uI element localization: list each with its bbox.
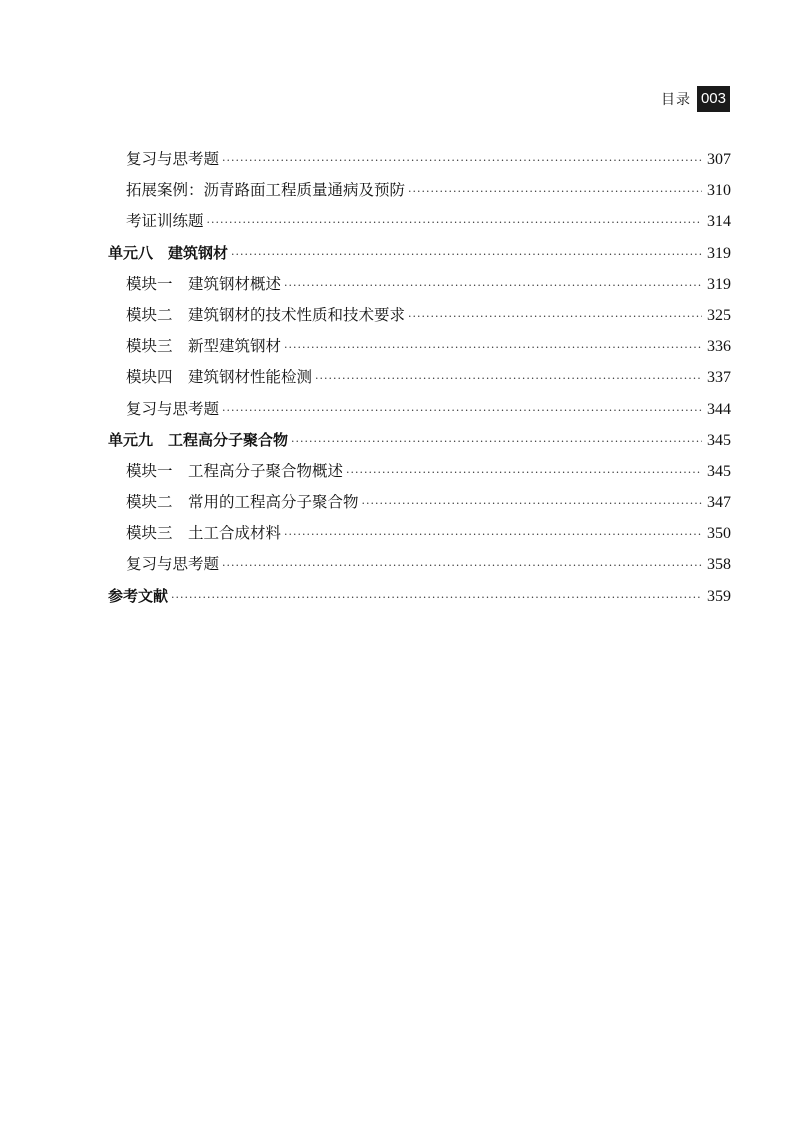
toc-entry-page: 350 (707, 525, 731, 543)
toc-entry-page: 345 (707, 462, 731, 480)
toc-entry[interactable] (108, 175, 731, 206)
toc-leader-dots (291, 426, 702, 457)
toc-entry-label: 模块二 常用的工程高分子聚合物 (126, 493, 359, 512)
toc-leader-dots (207, 207, 702, 238)
toc-entry[interactable] (108, 549, 731, 580)
toc-leader-dots (231, 239, 702, 270)
header-title: 目录 (660, 92, 691, 108)
toc-leader-dots (222, 550, 702, 581)
toc-leader-dots (284, 519, 702, 550)
toc-entry-page: 336 (707, 338, 731, 356)
toc-entry-label: 复习与思考题 (126, 555, 220, 574)
toc-entry-page: 344 (707, 400, 731, 418)
toc-entry-page: 319 (707, 275, 731, 293)
toc-entry-page: 358 (707, 556, 731, 574)
table-of-contents (108, 144, 731, 612)
toc-entry[interactable] (108, 269, 731, 300)
toc-entry[interactable] (108, 144, 731, 175)
toc-entry-label: 模块三 土工合成材料 (126, 524, 282, 543)
toc-entry-page: 310 (707, 182, 731, 200)
toc-references-entry[interactable] (108, 581, 731, 612)
toc-entry[interactable] (108, 331, 731, 362)
toc-entry[interactable] (108, 518, 731, 549)
toc-unit-entry[interactable] (108, 238, 731, 269)
toc-entry[interactable] (108, 300, 731, 331)
toc-entry-page: 359 (707, 587, 731, 605)
toc-leader-dots (315, 363, 702, 394)
toc-entry[interactable] (108, 487, 731, 518)
toc-entry-page: 345 (707, 431, 731, 449)
toc-entry-label: 复习与思考题 (126, 399, 220, 418)
toc-entry-label: 单元八 建筑钢材 (108, 243, 229, 262)
toc-leader-dots (346, 457, 702, 488)
toc-entry-label: 模块四 建筑钢材性能检测 (126, 368, 313, 387)
toc-entry-label: 单元九 工程高分子聚合物 (108, 430, 289, 449)
toc-leader-dots (408, 176, 702, 207)
toc-entry-page: 307 (707, 151, 731, 168)
toc-entry-label: 模块三 新型建筑钢材 (126, 337, 282, 356)
toc-entry[interactable] (108, 206, 731, 237)
toc-entry-label: 考证训练题 (126, 212, 204, 231)
page-header (661, 86, 730, 112)
toc-leader-dots (284, 270, 702, 301)
toc-entry-label: 模块一 建筑钢材概述 (126, 274, 282, 293)
toc-entry[interactable] (108, 362, 731, 393)
toc-unit-entry[interactable] (108, 425, 731, 456)
toc-leader-dots (408, 301, 702, 332)
toc-entry-label: 参考文献 (108, 586, 169, 605)
toc-entry-label: 拓展案例：沥青路面工程质量通病及预防 (126, 181, 406, 200)
toc-entry-page: 319 (707, 244, 731, 262)
toc-entry-page: 337 (707, 369, 731, 387)
toc-leader-dots (222, 395, 702, 426)
toc-entry-label: 复习与思考题 (126, 150, 220, 168)
toc-entry-label: 模块二 建筑钢材的技术性质和技术要求 (126, 305, 406, 324)
toc-leader-dots (222, 145, 702, 176)
toc-entry-page: 347 (707, 494, 731, 512)
toc-entry-label: 模块一 工程高分子聚合物概述 (126, 461, 344, 480)
toc-entry-page: 314 (707, 213, 731, 231)
toc-entry[interactable] (108, 394, 731, 425)
toc-leader-dots (171, 582, 702, 613)
toc-entry[interactable] (108, 456, 731, 487)
toc-leader-dots (362, 488, 702, 519)
header-page-number: 003 (697, 86, 730, 112)
toc-leader-dots (284, 332, 702, 363)
toc-entry-page: 325 (707, 306, 731, 324)
